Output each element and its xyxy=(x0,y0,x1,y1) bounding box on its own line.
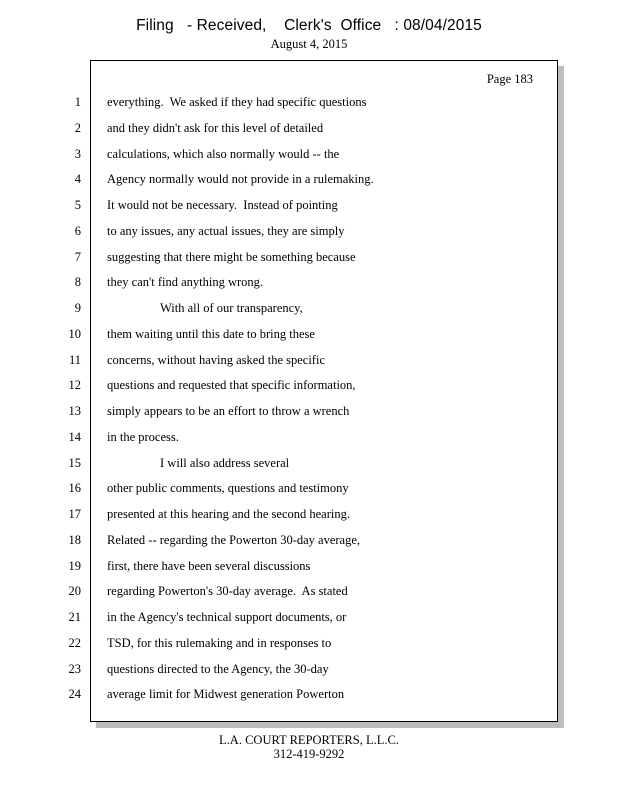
header-date: August 4, 2015 xyxy=(270,37,348,51)
line-number: 22 xyxy=(68,636,81,650)
line-text: calculations, which also normally would -- the xyxy=(107,147,340,161)
line-text: questions and requested that specific information, xyxy=(107,378,356,392)
line-text: to any issues, any actual issues, they are simply xyxy=(107,224,345,238)
line-number: 23 xyxy=(68,662,81,676)
line-number: 18 xyxy=(68,533,81,547)
line-text: I will also address several xyxy=(160,456,290,470)
line-number: 20 xyxy=(68,584,81,598)
line-text: concerns, without having asked the specific xyxy=(107,353,325,367)
line-number: 15 xyxy=(68,456,81,470)
line-text: questions directed to the Agency, the 30-day xyxy=(107,662,329,676)
line-number: 5 xyxy=(74,198,81,212)
line-text: they can't find anything wrong. xyxy=(107,275,264,289)
line-text: Agency normally would not provide in a rulemaking. xyxy=(107,172,374,186)
line-text: Related -- regarding the Powerton 30-day average, xyxy=(107,533,361,547)
line-number: 9 xyxy=(74,301,81,315)
line-number: 2 xyxy=(74,121,81,135)
line-number: 12 xyxy=(68,378,81,392)
line-number: 10 xyxy=(68,327,81,341)
line-number: 4 xyxy=(74,172,81,186)
line-number: 1 xyxy=(74,95,81,109)
line-number: 19 xyxy=(68,559,81,573)
footer-phone: 312-419-9292 xyxy=(273,747,345,761)
filing-stamp: Filing - Received, Clerk's Office : 08/04/2015 xyxy=(136,17,482,34)
line-text: average limit for Midwest generation Powerton xyxy=(107,687,345,701)
line-text: everything. We asked if they had specific questions xyxy=(107,95,367,109)
line-number: 7 xyxy=(74,250,81,264)
line-number: 11 xyxy=(68,353,81,367)
line-number: 13 xyxy=(68,404,81,418)
line-number: 3 xyxy=(74,147,81,161)
line-text: presented at this hearing and the second hearing. xyxy=(107,507,350,521)
line-number: 17 xyxy=(68,507,81,521)
line-number: 6 xyxy=(74,224,81,238)
footer-company: L.A. COURT REPORTERS, L.L.C. xyxy=(219,733,399,747)
line-number: 21 xyxy=(68,610,81,624)
line-text: first, there have been several discussions xyxy=(107,559,311,573)
line-number: 24 xyxy=(68,687,81,701)
footer xyxy=(0,733,618,761)
line-text: them waiting until this date to bring these xyxy=(107,327,315,341)
line-number: 8 xyxy=(74,275,81,289)
line-text: suggesting that there might be something because xyxy=(107,250,356,264)
line-text: other public comments, questions and testimony xyxy=(107,481,349,495)
line-text: in the Agency's technical support documents, or xyxy=(107,610,347,624)
line-number: 14 xyxy=(68,430,81,444)
line-text: With all of our transparency, xyxy=(160,301,303,315)
line-number: 16 xyxy=(68,481,81,495)
line-text: It would not be necessary. Instead of pointing xyxy=(107,198,338,212)
line-text: in the process. xyxy=(107,430,179,444)
line-text: TSD, for this rulemaking and in responses to xyxy=(107,636,332,650)
line-text: regarding Powerton's 30-day average. As stated xyxy=(107,584,348,598)
line-text: simply appears to be an effort to throw a wrench xyxy=(107,404,350,418)
line-text: and they didn't ask for this level of detailed xyxy=(107,121,324,135)
page-number: Page 183 xyxy=(486,72,533,86)
